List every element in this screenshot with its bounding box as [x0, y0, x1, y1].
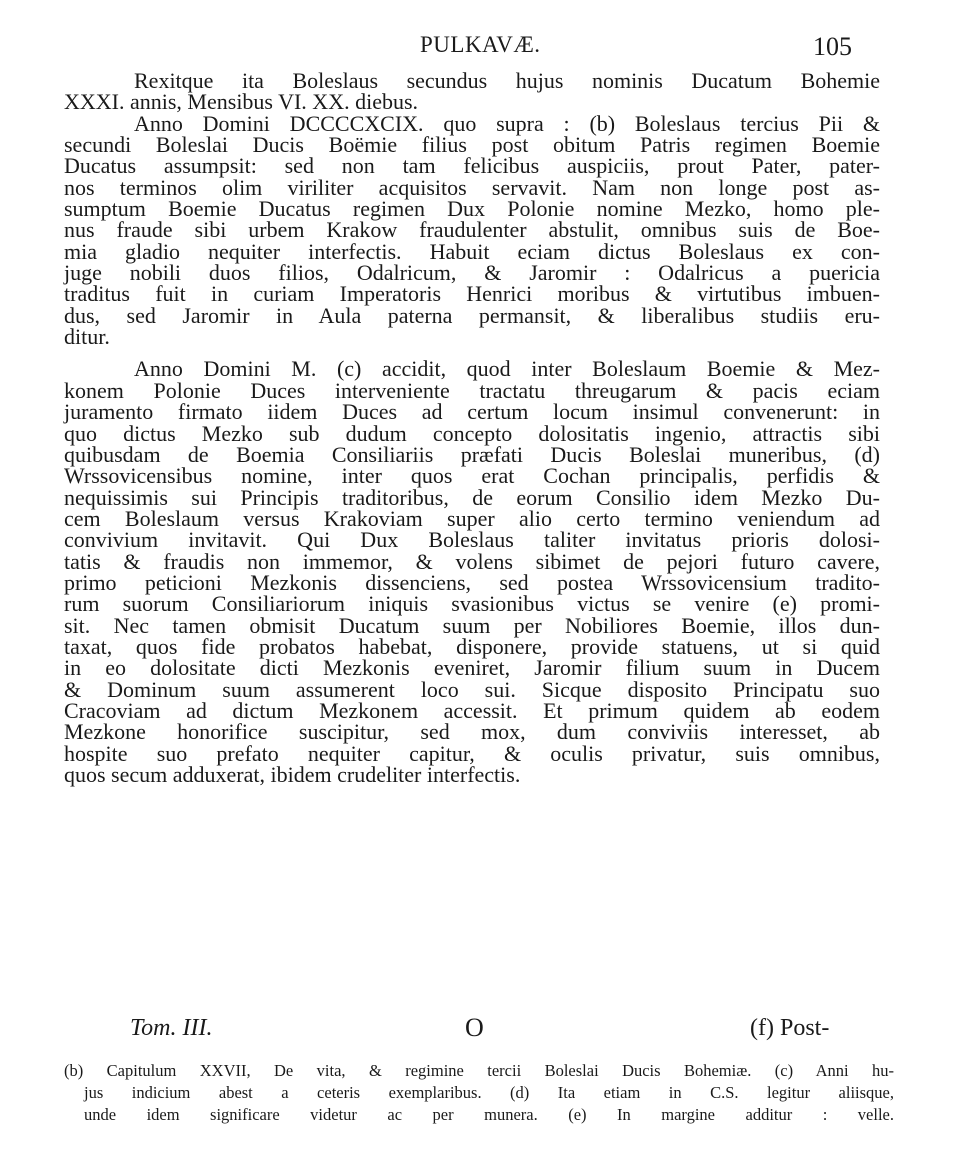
text-line: Anno Domini M. (c) accidit, quod inter Boleslaum Boemie & Mez- [134, 356, 880, 382]
text-line: secundi Boleslai Ducis Boëmie filius post obitum Patris regimen Boemie [64, 132, 880, 158]
text-line: quo dictus Mezko sub dudum concepto dolositatis ingenio, attractis sibi [64, 420, 880, 446]
text-line: convivium invitavit. Qui Dux Boleslaus taliter invitatus prioris dolosi- [64, 527, 880, 553]
text-line: mia gladio nequiter interfectis. Habuit eciam dictus Boleslaus ex con- [64, 238, 880, 264]
signature-row [0, 1015, 960, 1055]
body-text [64, 70, 880, 785]
text-line: hospite suo prefato nequiter capitur, & oculis privatur, suis omnibus, [64, 740, 880, 766]
text-line: juramento firmato iidem Duces ad certum locum insimul convenerunt: in [64, 399, 880, 425]
text-line: Rexitque ita Boleslaus secundus hujus nominis Ducatum Bohemie [134, 68, 880, 93]
text-line: Anno Domini DCCCCXCIX. quo supra : (b) Boleslaus tercius Pii & [134, 110, 880, 136]
text-line: & Dominum suum assumerent loco sui. Sicque disposito Principatu suo [64, 676, 880, 702]
catchword: (f) Post- [750, 1015, 830, 1041]
signature-mark: O [465, 1013, 484, 1042]
text-line: juge nobili duos filios, Odalricum, & Jaromir : Odalricus a puericia [64, 260, 880, 286]
text-line: primo peticioni Mezkonis dissenciens, sed postea Wrssovicensium tradito- [64, 569, 880, 595]
text-line: Wrssovicensibus nomine, inter quos erat Cochan principalis, perfidis & [64, 463, 880, 489]
text-line: konem Polonie Duces interveniente tractatu threugarum & pacis eciam [64, 377, 880, 403]
footnote-line: unde idem significare videtur ac per munera. (e) In margine additur : velle. [84, 1105, 894, 1124]
text-line: tatis & fraudis non immemor, & volens sibimet de pejori futuro cavere, [64, 548, 880, 574]
text-line: quibusdam de Boemia Consiliariis præfati Ducis Boleslai muneribus, (d) [64, 441, 880, 467]
text-line: dus, sed Jaromir in Aula paterna permansit, & liberalibus studiis eru- [64, 302, 880, 328]
text-line: sumptum Boemie Ducatus regimen Dux Polonie nomine Mezko, homo ple- [64, 196, 880, 222]
running-head: PULKAVÆ. [420, 32, 541, 57]
page-number: 105 [813, 32, 852, 61]
page-header [0, 32, 960, 68]
text-line: in eo dolositate dicti Mezkonis eveniret, Jaromir filium suum in Ducem [64, 655, 880, 681]
text-line: rum suorum Consiliariorum iniquis svasionibus victus se venire (e) promi- [64, 591, 880, 617]
text-line: taxat, quos fide probatos habebat, disponere, provide statuens, ut si quid [64, 633, 880, 659]
text-line: cem Boleslaum versus Krakoviam super alio certo termino veniendum ad [64, 505, 880, 531]
text-line: nus fraude sibi urbem Krakow fraudulenter abstulit, omnibus suis de Boe- [64, 217, 880, 243]
text-line: nos terminos olim viriliter acquisitos servavit. Nam non longe post as- [64, 174, 880, 200]
text-line: ditur. [64, 324, 110, 350]
text-line: Mezkone honorifice suscipitur, sed mox, dum conviviis interesset, ab [64, 719, 880, 745]
text-line: Cracoviam ad dictum Mezkonem accessit. Et primum quidem ab eodem [64, 697, 880, 723]
footnote-line: jus indicium abest a ceteris exemplaribus. (d) Ita etiam in C.S. legitur aliisque, [84, 1083, 894, 1102]
footnotes [64, 1060, 894, 1126]
text-line: quos secum adduxerat, ibidem crudeliter interfectis. [64, 762, 521, 787]
text-line: nequissimis sui Principis traditoribus, de eorum Consilio idem Mezko Du- [64, 484, 880, 510]
text-line: traditus fuit in curiam Imperatoris Henrici moribus & virtutibus imbuen- [64, 281, 880, 307]
tome-label: Tom. III. [130, 1015, 213, 1041]
text-line: sit. Nec tamen obmisit Ducatum suum per Nobiliores Boemie, illos dun- [64, 612, 880, 638]
text-line: Ducatus assumpsit: sed non tam felicibus auspiciis, prout Pater, pater- [64, 153, 880, 179]
footnote-line: (b) Capitulum XXVII, De vita, & regimine tercii Boleslai Ducis Bohemiæ. (c) Anni hu- [64, 1061, 894, 1080]
text-line: XXXI. annis, Mensibus VI. XX. diebus. [64, 89, 419, 115]
